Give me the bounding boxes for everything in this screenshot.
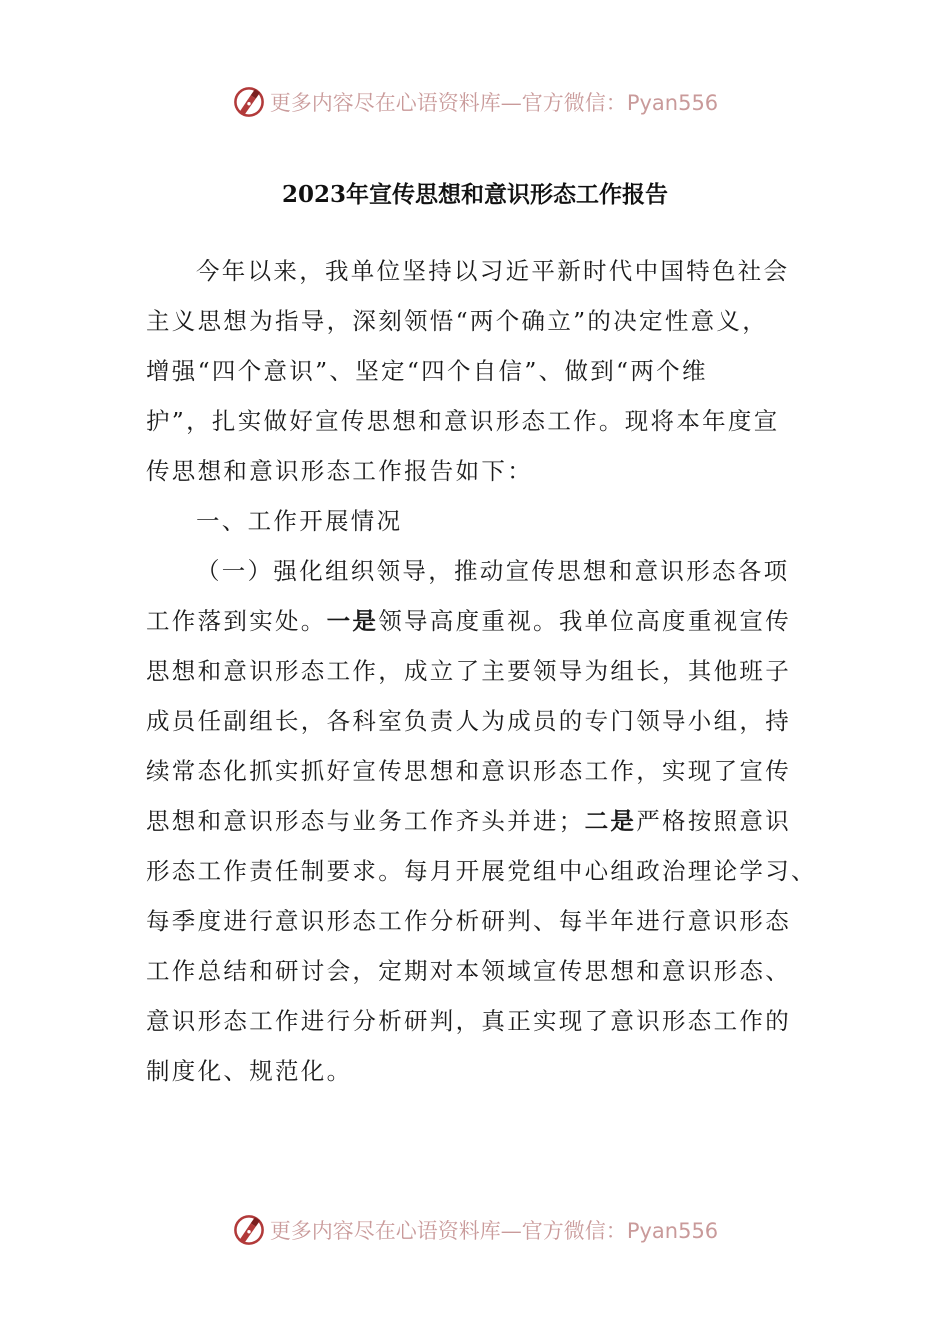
header-banner (0, 80, 950, 124)
banner-text: 更多内容尽在心语资料库—官方微信：Pyan556 (269, 91, 719, 115)
footer-banner (0, 1208, 950, 1252)
wechat-id: Pyan556 (626, 1219, 719, 1243)
section-heading: 一、工作开展情况 (196, 507, 403, 535)
text-line: （一）强化组织领导，推动宣传思想和意识形态各项 (196, 557, 790, 585)
document-body (146, 246, 817, 1096)
emphasis-text: 二是 (584, 807, 637, 835)
text-line: 今年以来，我单位坚持以习近平新时代中国特色社会 (196, 257, 790, 285)
wechat-id: Pyan556 (626, 91, 719, 115)
text-line: 工作落到实处。一是领导高度重视。我单位高度重视宣传 (146, 607, 792, 635)
text-line: 传思想和意识形态工作报告如下： (146, 457, 533, 485)
text-line: 增强“四个意识”、坚定“四个自信”、做到“两个维 (146, 357, 708, 385)
text-line: 形态工作责任制要求。每月开展党组中心组政治理论学习、 (146, 857, 817, 885)
page-title: 2023年宣传思想和意识形态工作报告 (281, 181, 668, 208)
text-line: 每季度进行意识形态工作分析研判、每半年进行意识形态 (146, 907, 791, 935)
text-line: 思想和意识形态工作，成立了主要领导为组长，其他班子 (146, 657, 791, 685)
emphasis-text: 一是 (326, 607, 379, 635)
text-line: 工作总结和研讨会，定期对本领域宣传思想和意识形态、 (146, 957, 791, 985)
pen-nib-logo-icon (232, 85, 266, 119)
text-line: 思想和意识形态与业务工作齐头并进；二是严格按照意识 (146, 807, 792, 835)
text-line: 续常态化抓实抓好宣传思想和意识形态工作，实现了宣传 (146, 757, 791, 785)
pen-nib-logo-icon (232, 1213, 266, 1247)
text-line: 成员任副组长，各科室负责人为成员的专门领导小组，持 (146, 707, 791, 735)
text-line: 主义思想为指导，深刻领悟“两个确立”的决定性意义， (146, 307, 769, 335)
text-line: 意识形态工作进行分析研判，真正实现了意识形态工作的 (146, 1007, 791, 1035)
text-line: 制度化、规范化。 (146, 1057, 353, 1085)
text-line: 护”，扎实做好宣传思想和意识形态工作。现将本年度宣 (146, 407, 780, 435)
banner-text: 更多内容尽在心语资料库—官方微信：Pyan556 (269, 1219, 719, 1243)
